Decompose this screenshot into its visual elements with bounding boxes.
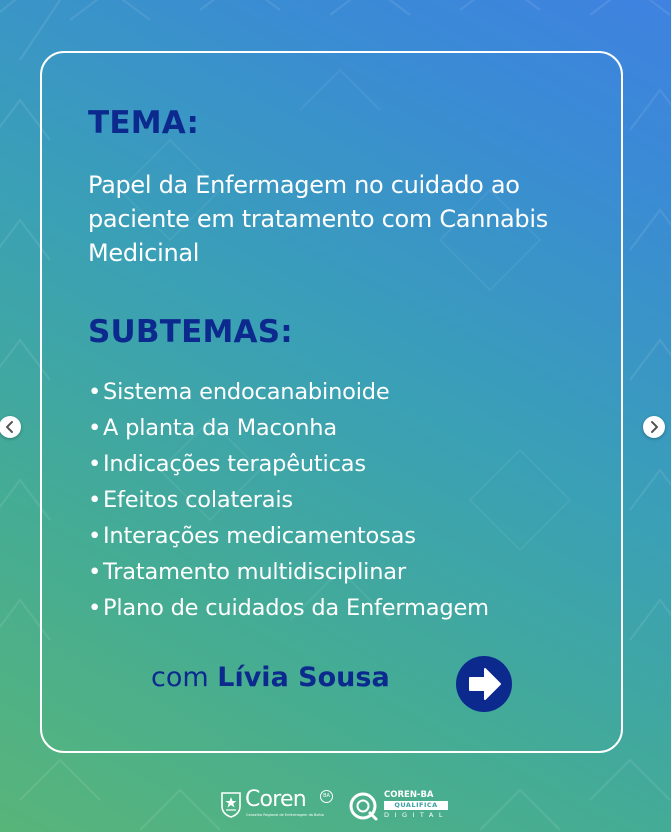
coren-emblem-icon: [220, 790, 242, 818]
subtopic-label: Interações medicamentosas: [103, 523, 416, 549]
chevron-right-icon: [643, 416, 665, 438]
subtopic-label: Tratamento multidisciplinar: [103, 559, 406, 585]
qualifica-title: COREN-BA: [384, 790, 434, 800]
carousel-next-button[interactable]: [643, 416, 665, 438]
footer-logos: [220, 788, 450, 824]
bullet: •: [88, 487, 102, 513]
qualifica-logo-icon: [348, 791, 380, 823]
subtopic-label: Sistema endocanabinoide: [103, 379, 390, 405]
presenter-prefix: com: [151, 662, 218, 693]
bullet: •: [88, 379, 102, 405]
bullet: •: [88, 523, 102, 549]
topic-text: Papel da Enfermagem no cuidado ao paciente em tratamento com Cannabis Medicinal: [88, 171, 548, 267]
bullet: •: [88, 451, 102, 477]
chevron-left-icon: [0, 416, 21, 438]
subtopic-label: A planta da Maconha: [103, 415, 337, 441]
subtopic-label: Plano de cuidados da Enfermagem: [103, 595, 489, 621]
subtemas-heading: SUBTEMAS:: [88, 314, 293, 350]
coren-state-badge: BA: [320, 790, 333, 803]
qualifica-band: QUALIFICA: [384, 801, 448, 810]
bullet: •: [88, 415, 102, 441]
qualifica-digital: DIGITAL: [384, 811, 448, 819]
list-item: [88, 410, 489, 446]
list-item: [88, 482, 489, 518]
list-item: [88, 590, 489, 626]
list-item: [88, 446, 489, 482]
carousel-prev-button[interactable]: [0, 416, 21, 438]
subtopics-list: [88, 374, 489, 626]
subtopic-label: Efeitos colaterais: [103, 487, 293, 513]
bullet: •: [88, 559, 102, 585]
coren-subtitle: Conselho Regional de Enfermagem da Bahia: [246, 813, 324, 817]
next-arrow-button[interactable]: [456, 656, 512, 712]
list-item: [88, 374, 489, 410]
tema-heading: TEMA:: [88, 105, 200, 141]
list-item: [88, 554, 489, 590]
list-item: [88, 518, 489, 554]
arrow-right-icon: [456, 656, 512, 712]
coren-logo-text: Coren: [245, 787, 306, 812]
presenter-line: [151, 664, 390, 691]
subtopic-label: Indicações terapêuticas: [103, 451, 366, 477]
presenter-name: Lívia Sousa: [217, 662, 390, 693]
bullet: •: [88, 595, 102, 621]
